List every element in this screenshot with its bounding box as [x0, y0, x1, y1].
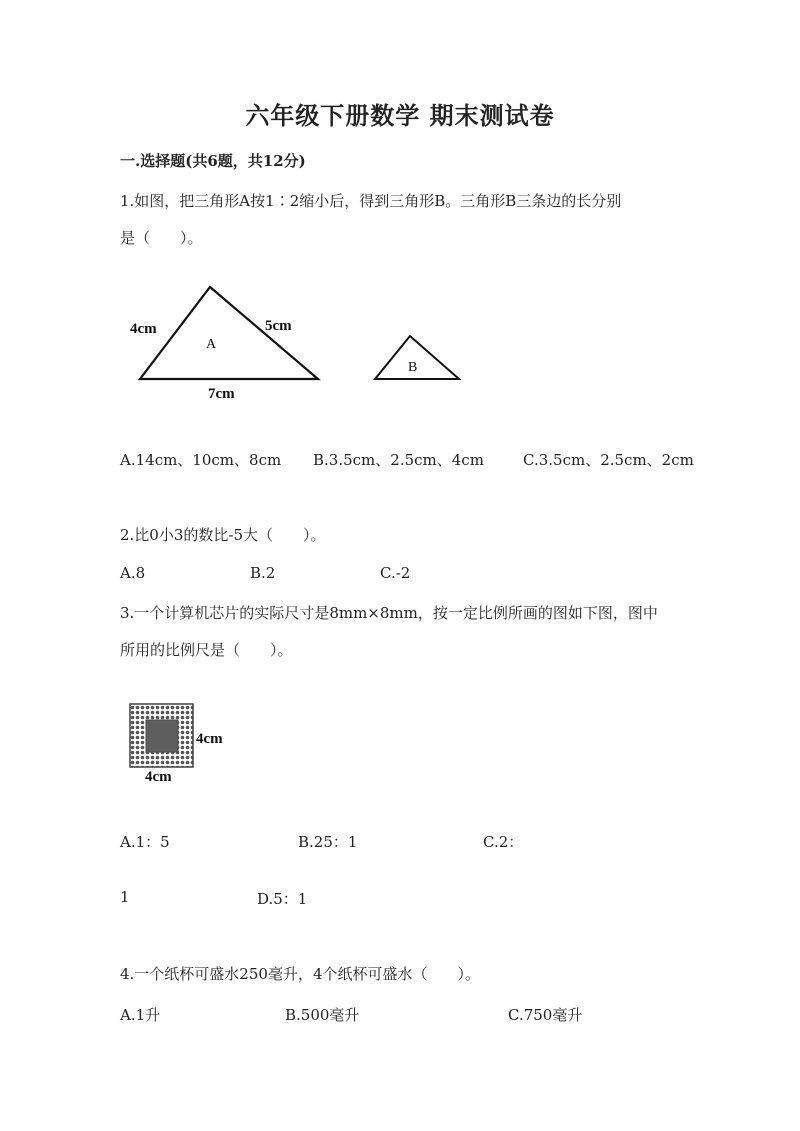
triangle-b-label: B	[408, 360, 418, 375]
question-3-option-c[interactable]: C.2：	[483, 833, 524, 851]
question-3-option-a[interactable]: A.1：5	[120, 833, 170, 851]
triangle-a-bottom-side-label: 7cm	[208, 386, 235, 402]
question-2-option-b[interactable]: B.2	[250, 564, 276, 582]
question-2-option-a[interactable]: A.8	[120, 564, 146, 582]
question-4-option-c[interactable]: C.750毫升	[508, 1006, 583, 1024]
question-4-option-a[interactable]: A.1升	[120, 1006, 161, 1024]
question-3-option-d[interactable]: D.5：1	[257, 890, 308, 908]
triangle-a-left-side-label: 4cm	[130, 321, 157, 337]
question-1-text: 1.如图，把三角形A按1∶2缩小后，得到三角形B。三角形B三条边的长分别	[120, 192, 622, 210]
question-2-text: 2.比0小3的数比-5大（ ）。	[120, 526, 326, 544]
chip-inner-square	[146, 720, 178, 752]
question-4-option-b[interactable]: B.500毫升	[285, 1006, 360, 1024]
triangle-a-right-side-label: 5cm	[265, 318, 292, 334]
question-1-option-c[interactable]: C.3.5cm、2.5cm、2cm	[523, 451, 694, 469]
chip-side-label-bottom: 4cm	[145, 769, 172, 785]
question-1-option-a[interactable]: A.14cm、10cm、8cm	[120, 451, 282, 469]
section-heading: 一.选择题(共6题，共12分)	[120, 152, 306, 170]
question-2-option-c[interactable]: C.-2	[380, 564, 411, 582]
question-1-option-b[interactable]: B.3.5cm、2.5cm、4cm	[313, 451, 484, 469]
triangle-a-label: A	[206, 337, 217, 352]
page-title: 六年级下册数学 期末测试卷	[245, 101, 555, 130]
question-3-option-b[interactable]: B.25：1	[298, 833, 358, 851]
question-4-text: 4.一个纸杯可盛水250毫升，4个纸杯可盛水（ ）。	[120, 965, 480, 983]
question-1-text-cont: 是（ ）。	[120, 229, 203, 247]
chip-side-label-right: 4cm	[196, 731, 223, 747]
question-3-text-cont: 所用的比例尺是（ ）。	[120, 641, 293, 659]
question-3-text: 3.一个计算机芯片的实际尺寸是8mm×8mm，按一定比例所画的图如下图，图中	[120, 604, 658, 622]
question-3-option-c-cont: 1	[120, 888, 130, 906]
